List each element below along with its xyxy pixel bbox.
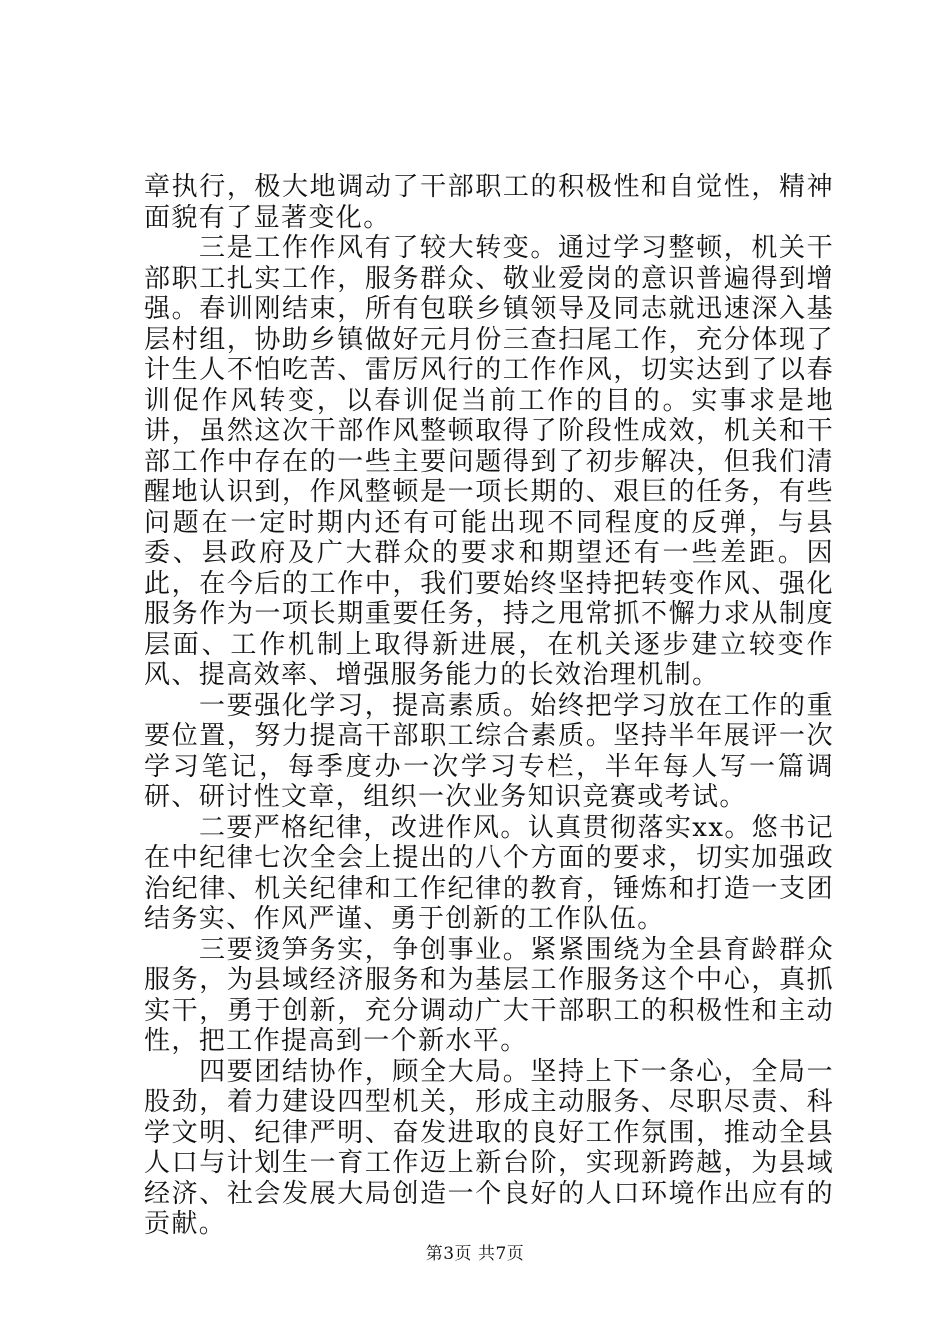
paragraph-strengthen-study: 一要强化学习，提高素质。始终把学习放在工作的重要位置，努力提高干部职工综合素质。坚持半年展评一次学习笔记，每季度办一次学习专栏，半年每人写一篇调研、研讨性文章，组织一次业务知识竞赛或考试。	[144, 690, 834, 812]
paragraph-unity-cooperation: 四要团结协作，顾全大局。坚持上下一条心，全局一股劲，着力建设四型机关，形成主动服务、尽职尽责、科学文明、纪律严明、奋发进取的良好工作氛围，推动全县人口与计划生一育工作迈上新台阶，实现新跨越，为县域经济、社会发展大局创造一个良好的人口环境作出应有的贡献。	[144, 1056, 834, 1239]
paragraph-strict-discipline: 二要严格纪律，改进作风。认真贯彻落实xx。悠书记在中纪律七次全会上提出的八个方面的要求，切实加强政治纪律、机关纪律和工作纪律的教育，锤炼和打造一支团结务实、作风严谨、勇于创新的工作队伍。	[144, 812, 834, 934]
paragraph-pragmatic-work: 三要烫笋务实，争创事业。紧紧围绕为全县育龄群众服务，为县域经济服务和为基层工作服务这个中心，真抓实干，勇于创新，充分调动广大干部职工的积极性和主动性，把工作提高到一个新水平。	[144, 934, 834, 1056]
document-body	[144, 172, 834, 1240]
page-number-footer: 第3页 共7页	[425, 1244, 525, 1264]
paragraph-work-style: 三是工作作风有了较大转变。通过学习整顿，机关干部职工扎实工作，服务群众、敬业爱岗的意识普遍得到增强。春训刚结束，所有包联乡镇领导及同志就迅速深入基层村组，协助乡镇做好元月份三查扫尾工作，充分体现了计生人不怕吃苦、雷厉风行的工作作风，切实达到了以春训促作风转变，以春训促当前工作的目的。实事求是地讲，虽然这次干部作风整顿取得了阶段性成效，机关和干部工作中存在的一些主要问题得到了初步解决，但我们清醒地认识到，作风整顿是一项长期的、艰巨的任务，有些问题在一定时期内还有可能出现不同程度的反弹，与县委、县政府及广大群众的要求和期望还有一些差距。因此，在今后的工作中，我们要始终坚持把转变作风、强化服务作为一项长期重要任务，持之甩常抓不懈力求从制度层面、工作机制上取得新进展，在机关逐步建立较变作风、提高效率、增强服务能力的长效治理机制。	[144, 233, 834, 690]
paragraph-continuation: 章执行，极大地调动了干部职工的积极性和自觉性，精神面貌有了显著变化。	[144, 172, 834, 233]
